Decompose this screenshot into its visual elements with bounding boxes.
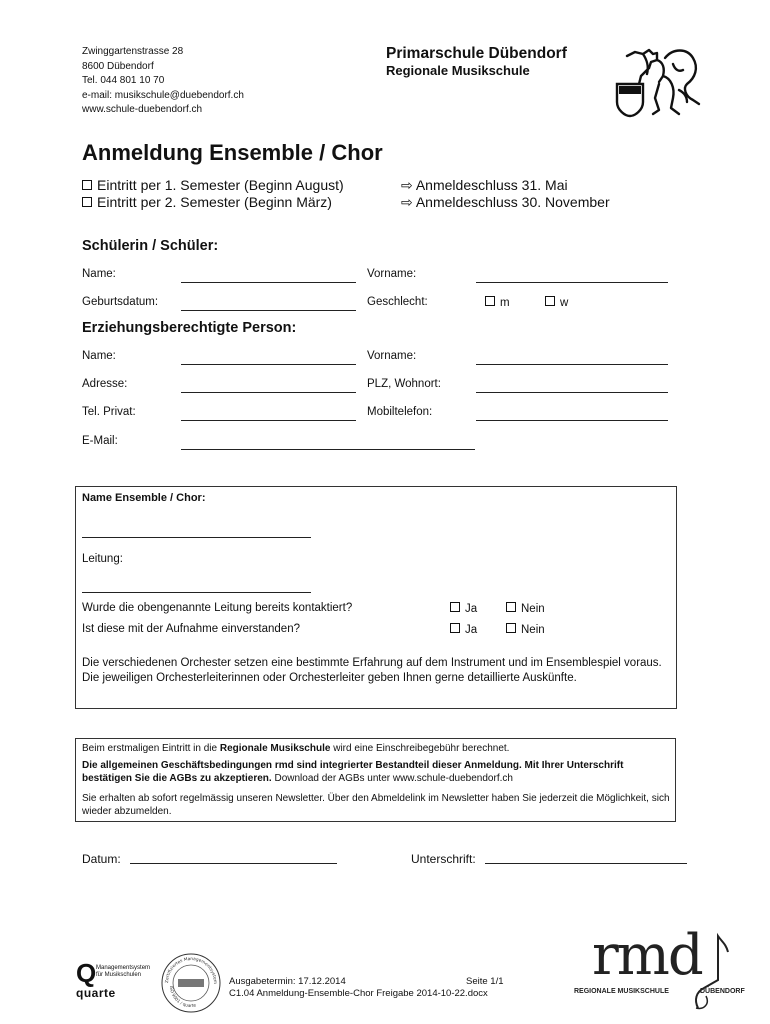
datum-field[interactable]: [130, 863, 337, 864]
guardian-name-field[interactable]: [181, 364, 356, 365]
guardian-name-label: Name:: [82, 350, 116, 362]
student-vorname-label: Vorname:: [367, 268, 417, 280]
rmd-wordmark: rmd: [592, 923, 702, 988]
music-note-icon: [692, 930, 732, 1010]
q2-ja-label: Ja: [465, 624, 478, 636]
guardian-email-label: E-Mail:: [82, 435, 118, 447]
address-web: www.schule-duebendorf.ch: [82, 104, 203, 116]
rmd-logo: [574, 923, 749, 1010]
gender-m-option[interactable]: [485, 296, 510, 309]
checkbox-icon[interactable]: [82, 197, 92, 207]
quarte-logo: [76, 960, 156, 1004]
checkbox-icon[interactable]: [450, 623, 460, 633]
q1-ja-option[interactable]: [450, 602, 477, 615]
school-address: [82, 45, 244, 118]
datum-label: Datum:: [82, 852, 121, 866]
leitung-field[interactable]: [82, 592, 311, 593]
quarte-wordmark: quarte: [76, 986, 116, 1000]
student-heading: Schülerin / Schüler:: [82, 238, 219, 254]
guardian-address-label: Adresse:: [82, 378, 128, 390]
checkbox-icon[interactable]: [82, 180, 92, 190]
duebendorf-crest-logo: [613, 44, 703, 120]
question-agreed: Ist diese mit der Aufnahme einverstanden?: [82, 623, 300, 635]
info-p2-bold: Die allgemeinen Geschäftsbedingungen rmd sind integrierter Bestandteil dieser Anmeldung. Mit Ihrer Unterschrift bestätigen Sie die AGBs zu akzeptieren.: [82, 760, 624, 784]
student-birthdate-field[interactable]: [181, 310, 356, 311]
quarte-text-2: für Musikschulen: [96, 972, 142, 978]
guardian-address-field[interactable]: [181, 392, 356, 393]
ensemble-name-field[interactable]: [82, 537, 311, 538]
guardian-plz-field[interactable]: [476, 392, 668, 393]
deadline-2: ⇨ Anmeldeschluss 30. November: [401, 194, 610, 210]
q2-nein-label: Nein: [521, 624, 545, 636]
seal-bottom-text: ISO 9001 / quarte: [167, 985, 197, 1010]
student-name-label: Name:: [82, 268, 116, 280]
deadline-1: ⇨ Anmeldeschluss 31. Mai: [401, 177, 568, 193]
guardian-vorname-field[interactable]: [476, 364, 668, 365]
address-tel: Tel. 044 801 10 70: [82, 75, 165, 87]
guardian-plz-label: PLZ, Wohnort:: [367, 378, 441, 390]
q1-ja-label: Ja: [465, 603, 478, 615]
quarte-q-letter: Q: [76, 958, 97, 988]
address-street: Zwinggartenstrasse 28: [82, 46, 184, 57]
info-paragraph-3: Sie erhalten ab sofort regelmässig unseren Newsletter. Über den Abmeldelink im Newsletter haben Sie jederzeit die Möglichkeit, sich wieder abzumelden.: [82, 793, 670, 817]
info-p1-end: wird eine Einschreibegebühr berechnet.: [330, 743, 510, 754]
student-vorname-field[interactable]: [476, 282, 668, 283]
q2-nein-option[interactable]: [506, 623, 545, 636]
student-name-field[interactable]: [181, 282, 356, 283]
certification-seal-logo: [160, 952, 222, 1014]
q2-ja-option[interactable]: [450, 623, 477, 636]
semester-option-1[interactable]: [82, 177, 344, 193]
q1-nein-option[interactable]: [506, 602, 545, 615]
q1-nein-label: Nein: [521, 603, 545, 615]
school-name: Primarschule Dübendorf: [386, 45, 567, 62]
ensemble-heading: Name Ensemble / Chor:: [82, 492, 206, 504]
school-subname: Regionale Musikschule: [386, 63, 530, 78]
ausgabe-date: Ausgabetermin: 17.12.2014: [229, 976, 346, 987]
guardian-vorname-label: Vorname:: [367, 350, 417, 362]
question-contacted: Wurde die obengenannte Leitung bereits kontaktiert?: [82, 602, 353, 614]
rmd-caption-left: REGIONALE MUSIKSCHULE: [574, 988, 669, 995]
quarte-text: [96, 965, 150, 979]
guardian-tel-field[interactable]: [181, 420, 356, 421]
info-p1-start: Beim erstmaligen Eintritt in die: [82, 743, 220, 754]
student-birthdate-label: Geburtsdatum:: [82, 296, 159, 308]
unterschrift-label: Unterschrift:: [411, 852, 476, 866]
document-filename: C1.04 Anmeldung-Ensemble-Chor Freigabe 2014-10-22.docx: [229, 988, 488, 999]
quarte-text-1: Managementsystem: [96, 965, 151, 971]
guardian-mobile-label: Mobiltelefon:: [367, 406, 433, 418]
ensemble-note: Die verschiedenen Orchester setzen eine bestimmte Erfahrung auf dem Instrument und im Ensemblespiel voraus. Die jeweiligen Orchesterleiterinnen oder Orchesterleiter geben Ihnen gerne detaillierte Auskünfte.: [82, 657, 662, 684]
semester-option-2[interactable]: [82, 194, 332, 210]
gender-w-label: w: [560, 297, 569, 309]
page-number: Seite 1/1: [466, 976, 504, 987]
semester-option-1-label: Eintritt per 1. Semester (Beginn August): [97, 177, 344, 193]
address-city: 8600 Dübendorf: [82, 60, 154, 72]
info-p2-rest: Download der AGBs unter www.schule-duebendorf.ch: [271, 773, 513, 784]
info-p1-bold: Regionale Musikschule: [219, 743, 331, 754]
address-email: e-mail: musikschule@duebendorf.ch: [82, 89, 244, 101]
gender-m-label: m: [500, 297, 510, 309]
rmd-caption-right: DÜBENDORF: [700, 988, 745, 995]
school-header: [386, 44, 567, 79]
checkbox-icon[interactable]: [506, 623, 516, 633]
checkbox-icon[interactable]: [485, 296, 495, 306]
semester-option-2-label: Eintritt per 2. Semester (Beginn März): [97, 194, 332, 210]
checkbox-icon[interactable]: [545, 296, 555, 306]
guardian-email-field[interactable]: [181, 449, 475, 450]
page-title: Anmeldung Ensemble / Chor: [82, 140, 383, 165]
guardian-mobile-field[interactable]: [476, 420, 668, 421]
guardian-heading: Erziehungsberechtigte Person:: [82, 320, 297, 336]
student-gender-label: Geschlecht:: [367, 296, 428, 308]
guardian-tel-label: Tel. Privat:: [82, 406, 136, 418]
seal-top-text: Zertifiziertes Managementsystem: [164, 956, 218, 985]
info-paragraph-2: [82, 759, 670, 785]
leitung-label: Leitung:: [82, 553, 123, 565]
checkbox-icon[interactable]: [506, 602, 516, 612]
gender-w-option[interactable]: [545, 296, 568, 309]
info-paragraph-1: [82, 742, 670, 755]
checkbox-icon[interactable]: [450, 602, 460, 612]
unterschrift-field[interactable]: [485, 863, 687, 864]
